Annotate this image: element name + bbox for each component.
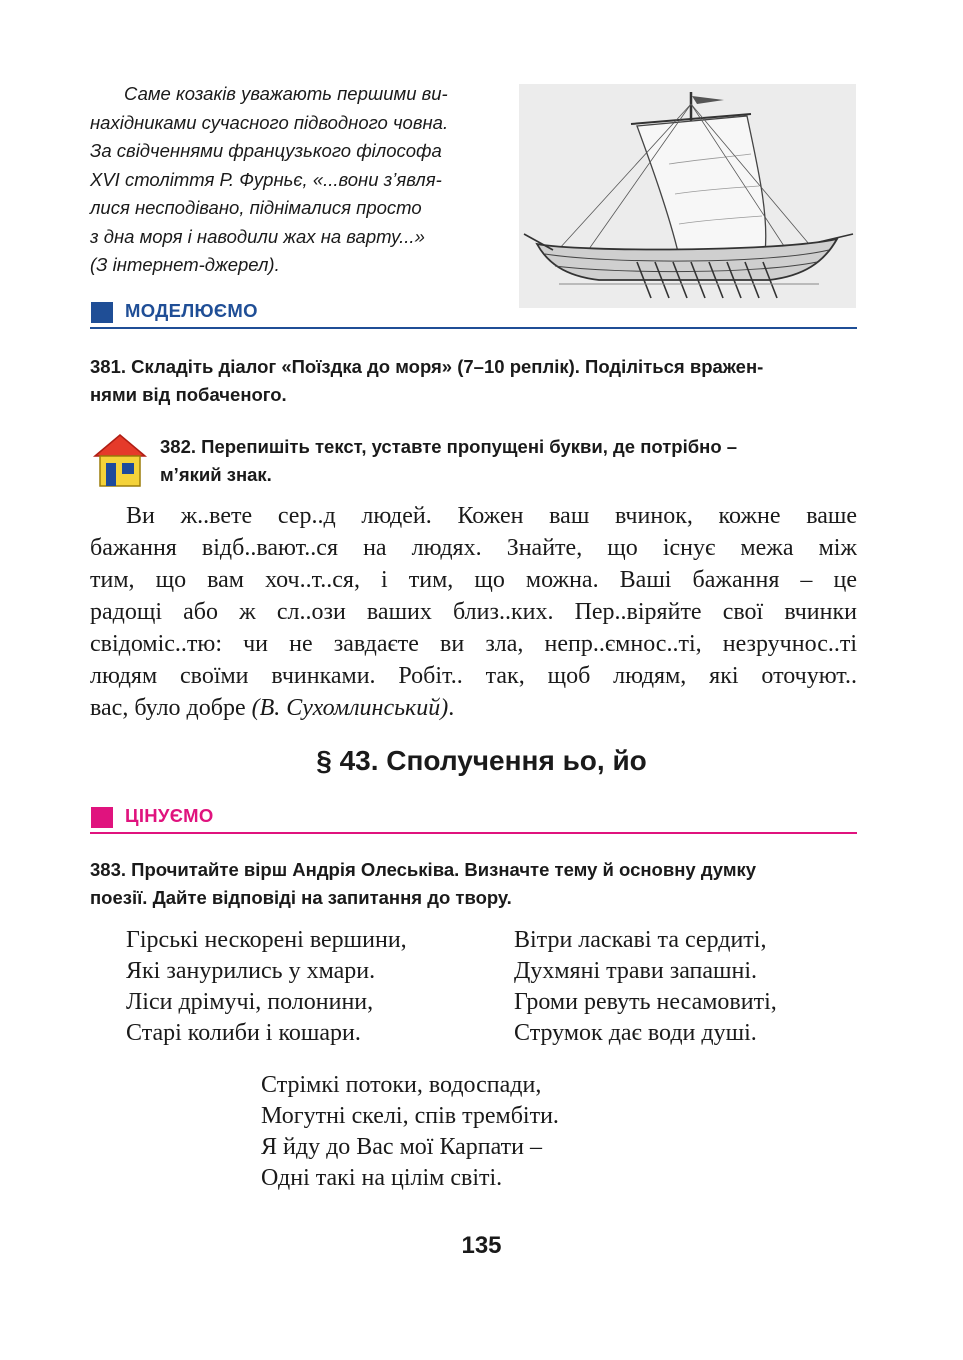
poem-line: Духмяні трави запашні. [514, 958, 758, 984]
exercise-line: 381. Складіть діалог «Поїздка до моря» (7–10 реплік). Поділіться вражен- [90, 356, 764, 377]
exercise-382-text [90, 500, 857, 724]
exercise-line: 382. Перепишіть текст, уставте пропущені букви, де потрібно – [160, 436, 738, 457]
section-square-icon [91, 302, 113, 323]
exercise-line: поезії. Дайте відповіді на запитання до твору. [90, 887, 512, 908]
poem-line: Одні такі на цілім світі. [261, 1165, 503, 1191]
intro-line: з дна моря і наводили жах на варту...» [90, 225, 425, 247]
intro-quote [90, 80, 508, 280]
poem-line: Струмок дає води душі. [514, 1020, 757, 1046]
section-title: ЦІНУЄМО [125, 805, 214, 826]
poem-line: Вітри ласкаві та сердиті, [514, 927, 767, 953]
text-line: тим, що вам хоч..т..ся, і тим, що можна. Ваші бажання – це [90, 567, 857, 593]
poem-stanza-right [514, 925, 777, 1049]
section-header-valuing [90, 804, 857, 834]
text-line: свідоміс..тю: чи не завдаєте ви зла, непр..ємнос..ті, незручнос..ті [90, 631, 857, 657]
intro-line: (З інтернет-джерел). [90, 254, 280, 275]
poem-line: Стрімкі потоки, водоспади, [261, 1072, 542, 1098]
section-header-modeling [90, 299, 857, 329]
text-line: радощі або ж сл..ози ваших близ..ких. Пер..віряйте свої вчинки [90, 599, 857, 625]
poem-stanza-center [261, 1070, 559, 1194]
text-line-end: вас, було добре [90, 695, 246, 721]
poem-line: Гірські нескорені вершини, [126, 927, 407, 953]
text-line: людям своїми вчинками. Робіт.. так, щоб людям, які оточуют.. [90, 663, 857, 689]
section-square-icon [91, 807, 113, 828]
text-line: бажання відб..вают..ся на людях. Знайте, що існує межа між [90, 535, 857, 561]
page-number: 135 [461, 1232, 502, 1259]
exercise-line: м’який знак. [160, 464, 272, 485]
exercise-383 [90, 856, 756, 912]
poem-line: Могутні скелі, спів трембіти. [261, 1103, 559, 1129]
exercise-382 [160, 433, 737, 489]
exercise-line: нями від побаченого. [90, 384, 287, 405]
exercise-381 [90, 353, 763, 409]
home-task-icon [92, 432, 148, 488]
exercise-line: 383. Прочитайте вірш Андрія Олеськіва. Визначте тему й основну думку [90, 859, 757, 880]
poem-line: Я йду до Вас мої Карпати – [261, 1134, 542, 1160]
cossack-boat-illustration [519, 84, 856, 308]
text-line [90, 692, 857, 724]
intro-line: лися несподівано, піднімалися просто [90, 197, 422, 218]
intro-line: Саме козаків уважають першими ви- [124, 83, 448, 104]
section-divider [90, 327, 857, 329]
text-line: Ви ж..вете сер..д людей. Кожен ваш вчинок, кожне ваше [126, 503, 857, 529]
intro-line: XVI століття Р. Фурньє, «...вони з’явля- [90, 168, 442, 190]
intro-line: нахідниками сучасного підводного човна. [90, 111, 449, 133]
author-citation: (В. Сухомлинський) [251, 695, 449, 721]
intro-line: За свідченнями французького філософа [90, 140, 442, 161]
poem-line: Ліси дрімучі, полонини, [126, 989, 374, 1015]
paragraph-title: § 43. Сполучення ьо, йо [316, 745, 647, 776]
poem-stanza-left [126, 925, 407, 1049]
poem-line: Громи ревуть несамовиті, [514, 989, 777, 1015]
section-title: МОДЕЛЮЄМО [125, 300, 258, 321]
poem-line: Старі колиби і кошари. [126, 1020, 361, 1046]
poem-line: Які занурились у хмари. [126, 958, 376, 984]
sentence-end: . [448, 695, 455, 721]
section-divider [90, 832, 857, 834]
